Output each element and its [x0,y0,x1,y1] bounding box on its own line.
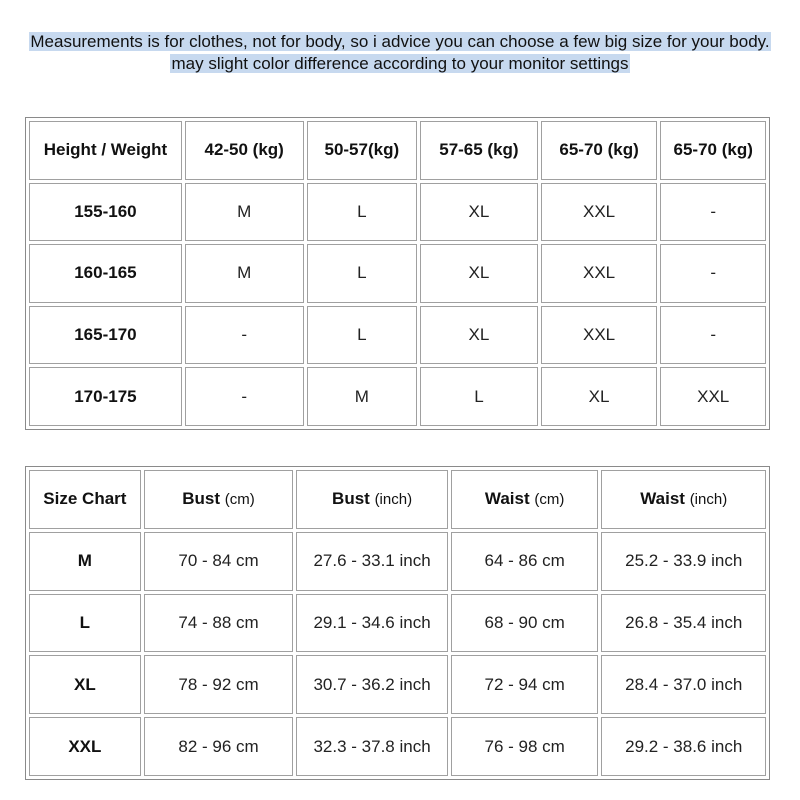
header-waist-cm: Waist (cm) [451,470,599,529]
size-cell: XL [420,306,538,365]
size-cell: M [185,183,304,242]
notice-line-2: may slight color difference according to your monitor settings [171,54,629,73]
table-row [29,183,766,242]
measurement-cell: 68 - 90 cm [451,594,599,653]
measurement-cell: 72 - 94 cm [451,655,599,714]
header-waist-inch: Waist (inch) [601,470,766,529]
measurement-cell: 70 - 84 cm [144,532,294,591]
table-row [29,244,766,303]
header-weight-42-50: 42-50 (kg) [185,121,304,180]
size-cell: XXL [660,367,766,426]
measure-table-header-row [29,470,766,529]
height-weight-size-table [25,117,770,430]
height-cell: 165-170 [29,306,182,365]
measurement-cell: 29.1 - 34.6 inch [296,594,448,653]
size-cell: XL [420,244,538,303]
size-cell: M [307,367,418,426]
header-height-weight: Height / Weight [29,121,182,180]
measurement-cell: 27.6 - 33.1 inch [296,532,448,591]
height-cell: 170-175 [29,367,182,426]
notice-line-1: Measurements is for clothes, not for body, so i advice you can choose a few big size for your body. [30,32,770,51]
size-cell: - [660,306,766,365]
measurement-cell: 82 - 96 cm [144,717,294,776]
notice-text [0,31,800,75]
measurement-cell: 32.3 - 37.8 inch [296,717,448,776]
size-cell: XL [541,367,658,426]
table-row [29,717,766,776]
size-cell: L [307,244,418,303]
header-weight-65-70: 65-70 (kg) [541,121,658,180]
size-label-cell: XXL [29,717,141,776]
header-bust-cm: Bust (cm) [144,470,294,529]
size-label-cell: XL [29,655,141,714]
measurement-cell: 78 - 92 cm [144,655,294,714]
size-cell: XXL [541,183,658,242]
header-size-chart: Size Chart [29,470,141,529]
size-label-cell: L [29,594,141,653]
measurement-cell: 28.4 - 37.0 inch [601,655,766,714]
header-weight-65-70-b: 65-70 (kg) [660,121,766,180]
size-cell: - [660,244,766,303]
table-row [29,306,766,365]
size-cell: - [185,367,304,426]
table-row [29,655,766,714]
measurement-cell: 29.2 - 38.6 inch [601,717,766,776]
measurement-cell: 25.2 - 33.9 inch [601,532,766,591]
table-row [29,367,766,426]
size-label-cell: M [29,532,141,591]
measurement-cell: 74 - 88 cm [144,594,294,653]
measurement-cell: 30.7 - 36.2 inch [296,655,448,714]
size-cell: L [420,367,538,426]
header-bust-inch: Bust (inch) [296,470,448,529]
body-measurement-table [25,466,770,780]
measurement-cell: 26.8 - 35.4 inch [601,594,766,653]
table-row [29,532,766,591]
size-cell: XL [420,183,538,242]
size-cell: M [185,244,304,303]
header-weight-57-65: 57-65 (kg) [420,121,538,180]
size-cell: XXL [541,244,658,303]
size-table-header-row [29,121,766,180]
size-cell: L [307,183,418,242]
size-cell: L [307,306,418,365]
height-cell: 155-160 [29,183,182,242]
size-cell: XXL [541,306,658,365]
measurement-cell: 76 - 98 cm [451,717,599,776]
size-cell: - [185,306,304,365]
height-cell: 160-165 [29,244,182,303]
size-cell: - [660,183,766,242]
measurement-cell: 64 - 86 cm [451,532,599,591]
header-weight-50-57: 50-57(kg) [307,121,418,180]
table-row [29,594,766,653]
